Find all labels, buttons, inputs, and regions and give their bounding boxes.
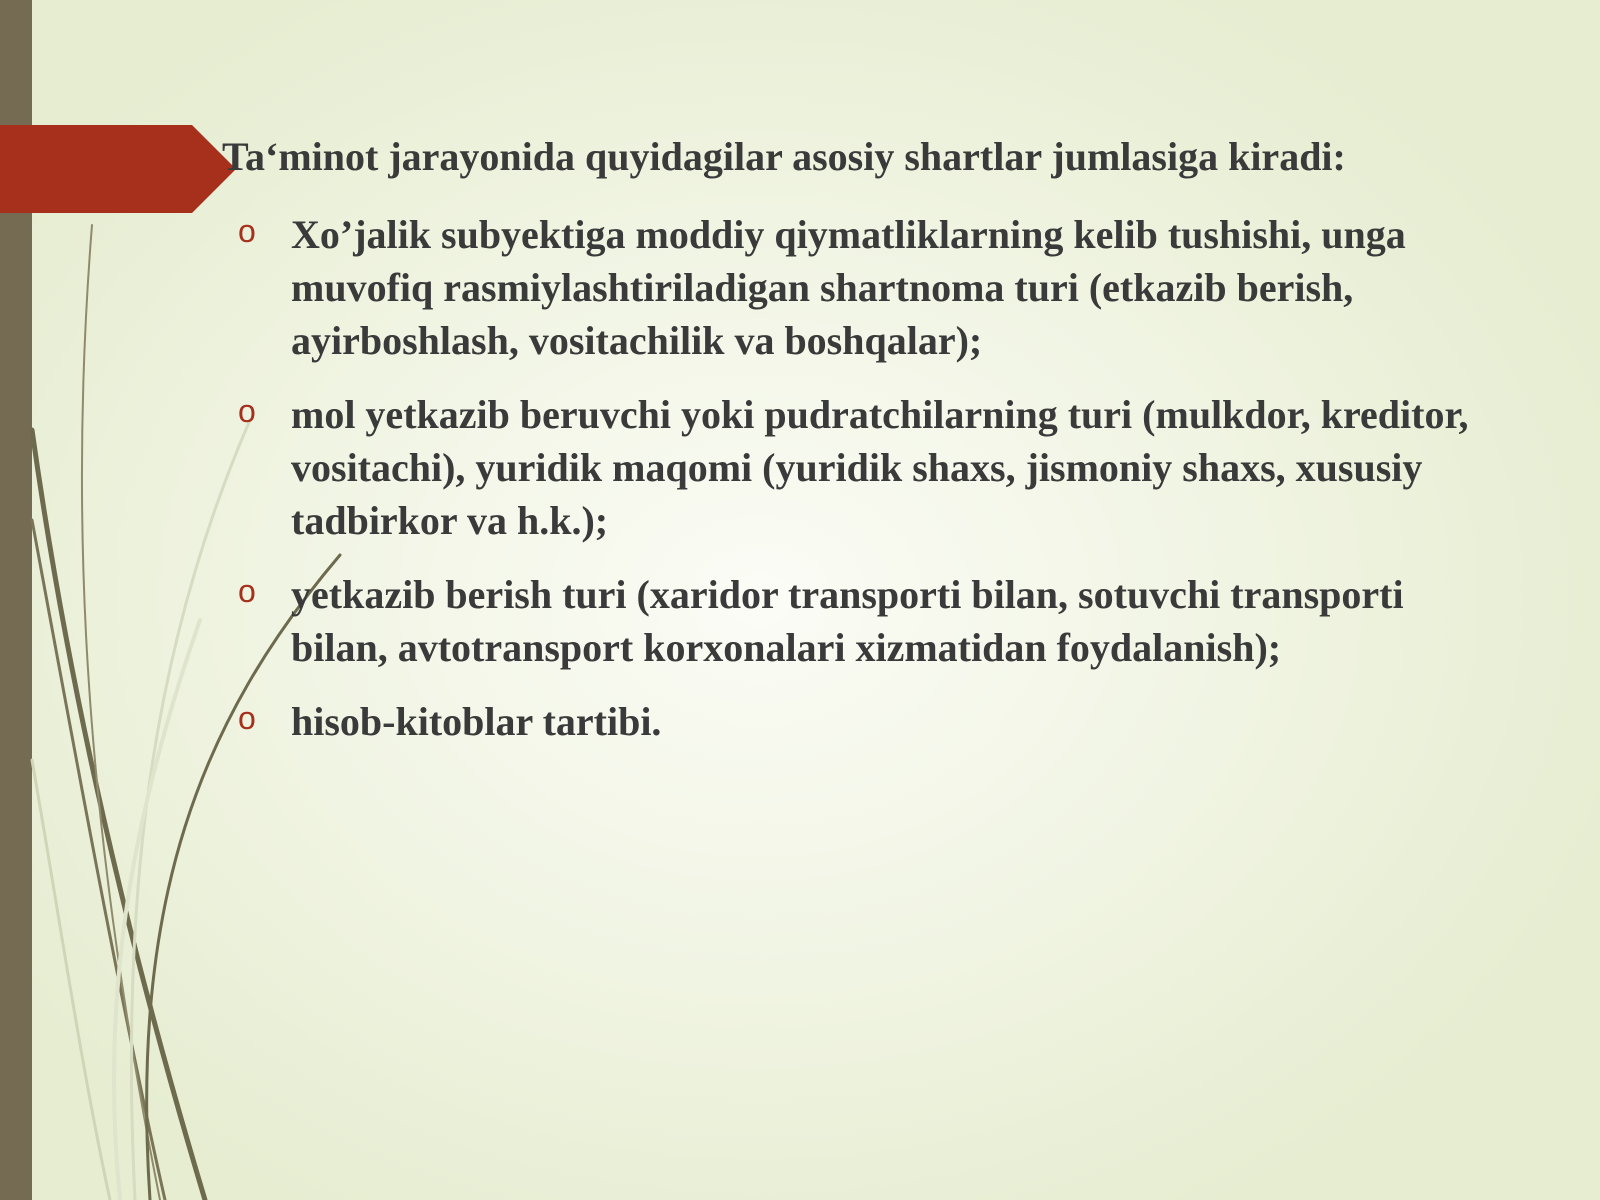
bullet-marker: o [238, 573, 256, 609]
bullet-text: hisob-kitoblar tartibi. [291, 699, 662, 744]
list-item [238, 695, 1498, 748]
list-item [238, 208, 1498, 367]
bullet-text: yetkazib berish turi (xaridor transporti bilan, sotuvchi transporti bilan, avtotransport korxonalari xizmatidan foydalanish); [291, 572, 1404, 670]
bullet-list [238, 208, 1498, 769]
list-item [238, 568, 1498, 674]
bullet-marker: o [238, 393, 256, 429]
list-item [238, 388, 1498, 547]
bullet-text: Xo’jalik subyektiga moddiy qiymatliklarning kelib tushishi, unga muvofiq rasmiylashtiriladigan shartnoma turi (etkazib berish, ayirboshlash, vositachilik va boshqalar); [291, 212, 1406, 363]
bullet-marker: o [238, 700, 256, 736]
title-accent-tab [0, 125, 236, 213]
bullet-text: mol yetkazib beruvchi yoki pudratchilarning turi (mulkdor, kreditor, vositachi), yuridik maqomi (yuridik shaxs, jismoniy shaxs, xususiy tadbirkor va h.k.); [291, 392, 1469, 543]
bullet-marker: o [238, 213, 256, 249]
slide-heading: Ta‘minot jarayonida quyidagilar asosiy shartlar jumlasiga kiradi: [222, 134, 1346, 179]
